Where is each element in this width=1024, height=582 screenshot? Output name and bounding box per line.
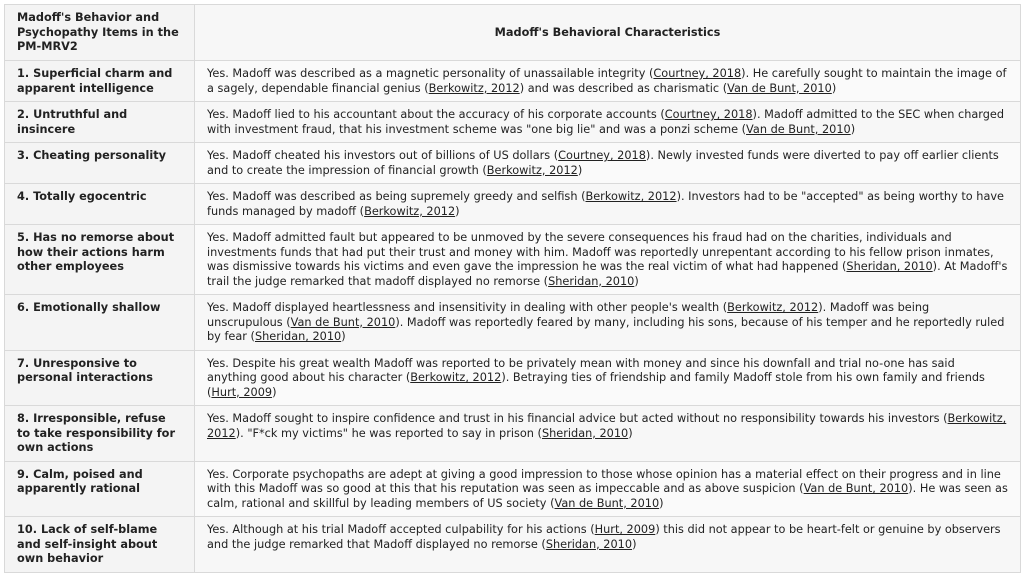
characteristic-text: ). He was seen as calm, rational and skillful by leading members of US society (	[207, 482, 1008, 510]
characteristic-text: Yes. Madoff cheated his investors out of billions of US dollars (	[207, 149, 559, 162]
citation-link[interactable]: Sheridan, 2010	[541, 426, 629, 440]
table-row	[5, 461, 1021, 517]
characteristic-text: Yes. Madoff sought to inspire confidence and trust in his financial advice but acted without no responsibility towards his investors (	[207, 412, 948, 425]
characteristic-text: ). Madoff was being unscrupulous (	[207, 301, 930, 329]
citation-link[interactable]: Sheridan, 2010	[548, 274, 635, 288]
citation-link[interactable]: Courtney, 2018	[664, 108, 753, 121]
table-row	[5, 102, 1021, 143]
header-characteristics: Madoff's Behavioral Characteristics	[195, 5, 1021, 61]
characteristic-text: ). Madoff admitted to the SEC when charged with investment fraud, that his investment scheme was "one big lie" and was a ponzi scheme (	[207, 108, 1005, 136]
table-header-row	[5, 5, 1021, 61]
characteristic-cell	[195, 461, 1021, 517]
characteristic-cell	[195, 143, 1021, 184]
characteristic-text: Yes. Corporate psychopaths are adept at giving a good impression to those whose opinion has a material effect on their progress and in line with this Madoff was so good at this that his reputation was seen as impeccable and as above suspicion (	[207, 467, 1001, 495]
characteristic-cell	[195, 225, 1021, 295]
criterion-cell: 7. Unresponsive to personal interactions	[5, 350, 195, 406]
header-criteria: Madoff's Behavior and Psychopathy Items in the PM-MRV2	[5, 5, 195, 61]
characteristic-text: )	[455, 204, 460, 218]
table-row	[5, 350, 1021, 406]
characteristic-text: Yes. Madoff was described as being supremely greedy and selfish (	[207, 190, 586, 203]
characteristic-text: ) this did not appear to be heart-felt or genuine by observers and the judge remarked that Madoff displayed no remorse (	[207, 523, 1001, 551]
characteristic-text: )	[632, 537, 637, 551]
characteristic-cell	[195, 295, 1021, 351]
madoff-psychopathy-table	[4, 4, 1021, 573]
characteristic-text: ). At Madoff's trail the judge remarked that madoff displayed no remorse (	[207, 260, 1008, 288]
table-row	[5, 184, 1021, 225]
characteristic-text: )	[577, 163, 583, 177]
criterion-cell: 3. Cheating personality	[5, 143, 195, 184]
citation-link[interactable]: Van de Bunt, 2010	[727, 81, 832, 95]
citation-link[interactable]: Courtney, 2018	[653, 67, 742, 80]
citation-link[interactable]: Sheridan, 2010	[254, 330, 342, 343]
criterion-cell: 2. Untruthful and insincere	[5, 102, 195, 143]
characteristic-cell	[195, 406, 1021, 462]
citation-link[interactable]: Hurt, 2009	[211, 385, 273, 399]
citation-link[interactable]: Van de Bunt, 2010	[290, 315, 396, 329]
citation-link[interactable]: Berkowitz, 2012	[364, 204, 456, 218]
characteristic-text: ). Madoff was reportedly feared by many, including his sons, because of his temper and he reportedly ruled by fear (	[207, 315, 1005, 343]
citation-link[interactable]: Courtney, 2018	[558, 149, 646, 162]
table-row	[5, 225, 1021, 295]
criterion-cell: 4. Totally egocentric	[5, 184, 195, 225]
criterion-cell: 6. Emotionally shallow	[5, 295, 195, 351]
criterion-cell: 1. Superficial charm and apparent intelligence	[5, 61, 195, 102]
criterion-cell: 10. Lack of self-blame and self-insight about own behavior	[5, 517, 195, 573]
characteristic-cell	[195, 517, 1021, 573]
citation-link[interactable]: Van de Bunt, 2010	[554, 496, 660, 510]
characteristic-text: )	[272, 385, 277, 399]
characteristic-text: )	[831, 81, 837, 95]
table-row	[5, 61, 1021, 102]
characteristic-text: ). Betraying ties of friendship and family Madoff stole from his own family and friends (	[207, 371, 985, 399]
table-row	[5, 295, 1021, 351]
characteristic-text: )	[634, 274, 639, 288]
citation-link[interactable]: Berkowitz, 2012	[486, 163, 578, 177]
table-row	[5, 143, 1021, 184]
characteristic-text: Yes. Although at his trial Madoff accepted culpability for his actions (	[207, 523, 595, 536]
characteristic-text: ). Newly invested funds were diverted to pay off earlier clients and to create the impression of financial growth (	[207, 149, 999, 177]
characteristic-text: )	[850, 122, 856, 136]
characteristic-text: Yes. Madoff was described as a magnetic personality of unassailable integrity (	[207, 67, 654, 80]
characteristic-text: ). He carefully sought to maintain the image of a sagely, dependable financial genius (	[207, 67, 1007, 95]
characteristic-text: )	[628, 426, 633, 440]
table-body	[5, 61, 1021, 573]
citation-link[interactable]: Berkowitz, 2012	[410, 371, 502, 384]
table-container	[4, 4, 1020, 578]
characteristic-text: )	[659, 496, 664, 510]
characteristic-text: ) and was described as charismatic (	[519, 81, 728, 95]
citation-link[interactable]: Sheridan, 2010	[846, 260, 933, 273]
characteristic-text: Yes. Madoff lied to his accountant about the accuracy of his corporate accounts (	[207, 108, 665, 121]
citation-link[interactable]: Berkowitz, 2012	[585, 190, 677, 203]
characteristic-cell	[195, 350, 1021, 406]
citation-link[interactable]: Berkowitz, 2012	[727, 301, 819, 314]
characteristic-text: ). "F*ck my victims" he was reported to say in prison (	[235, 426, 542, 440]
citation-link[interactable]: Van de Bunt, 2010	[746, 122, 851, 136]
citation-link[interactable]: Hurt, 2009	[594, 523, 656, 536]
citation-link[interactable]: Berkowitz, 2012	[207, 412, 1007, 440]
characteristic-text: )	[341, 330, 346, 343]
citation-link[interactable]: Berkowitz, 2012	[428, 81, 520, 95]
characteristic-text: Yes. Madoff admitted fault but appeared to be unmoved by the severe consequences his fraud had on the charities, individuals and investments funds that had put their trust and money with him. Madoff was reportedly unrepentant according to his fellow prison inmates, was dismissive towards his victims and even gave the impression he was the real victim of what had happened (	[207, 231, 994, 273]
characteristic-text: ). Investors had to be "accepted" as being worthy to have funds managed by madoff (	[207, 190, 1005, 218]
characteristic-text: Yes. Madoff displayed heartlessness and insensitivity in dealing with other people's wealth (	[207, 301, 728, 314]
characteristic-cell	[195, 102, 1021, 143]
characteristic-cell	[195, 61, 1021, 102]
criterion-cell: 9. Calm, poised and apparently rational	[5, 461, 195, 517]
criterion-cell: 5. Has no remorse about how their actions harm other employees	[5, 225, 195, 295]
characteristic-cell	[195, 184, 1021, 225]
characteristic-text: Yes. Despite his great wealth Madoff was reported to be privately mean with money and since his downfall and trial no-one has said anything good about his character (	[207, 356, 955, 384]
table-row	[5, 406, 1021, 462]
citation-link[interactable]: Sheridan, 2010	[545, 537, 633, 551]
citation-link[interactable]: Van de Bunt, 2010	[803, 482, 909, 495]
table-row	[5, 517, 1021, 573]
criterion-cell: 8. Irresponsible, refuse to take responsibility for own actions	[5, 406, 195, 462]
